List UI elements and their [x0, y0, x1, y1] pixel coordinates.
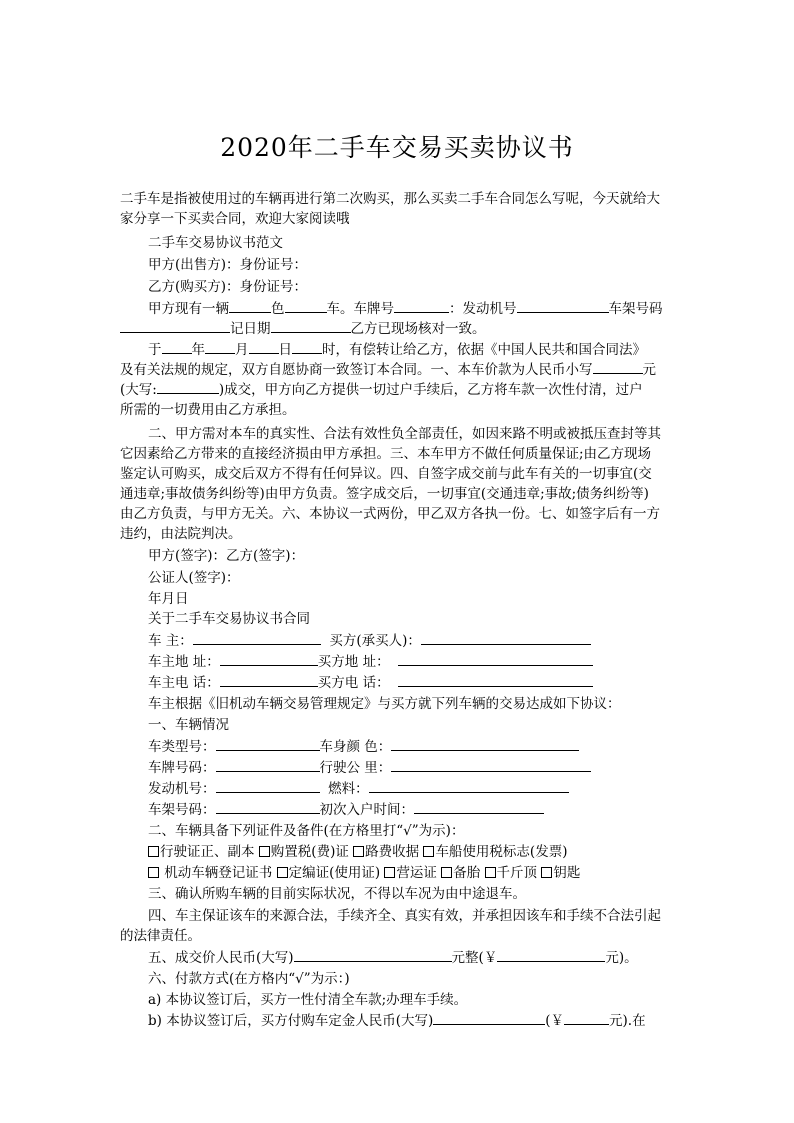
- checkbox[interactable]: [277, 867, 288, 878]
- car-row-1: [148, 738, 708, 757]
- field-label: 车身颜 色：: [319, 739, 392, 755]
- transfer-text: (大写:: [120, 382, 157, 398]
- vehicle-text: 甲方现有一辆: [148, 301, 229, 317]
- blank-field: [216, 738, 320, 751]
- price-text: 元)。: [605, 950, 638, 966]
- section5-line: [148, 949, 708, 968]
- field-label: 车主电 话：: [148, 675, 220, 691]
- field-label: 车主地 址：: [148, 654, 220, 670]
- clause2-line-4: 通违章;事故债务纠纷等)由甲方负责。签字成交后，一切事宜(交通违章;事故;债务纠纷等): [120, 486, 649, 502]
- field-label: 买方地 址：: [317, 654, 390, 670]
- transfer-line-4: 所需的一切费用由乙方承担。: [120, 402, 296, 418]
- section4-line-2: 的法律责任。: [120, 928, 201, 944]
- vehicle-line-1: [148, 300, 708, 319]
- clause2-line-6: 违约，由法院判决。: [120, 526, 242, 542]
- checkbox[interactable]: [441, 867, 452, 878]
- checkbox[interactable]: [423, 846, 434, 857]
- transfer-text: )成交，甲方向乙方提供一切过户手续后，乙方将车款一次性付清，过户: [218, 382, 643, 398]
- signature-line: 甲方(签字)：乙方(签字)：: [148, 548, 305, 564]
- transfer-text: 及有关法规的规定，双方自愿协商一致签订本合同。一、本车价款为人民币小写: [120, 362, 593, 378]
- blank-field: [564, 1012, 609, 1025]
- transfer-text: 年: [191, 342, 205, 358]
- transfer-text: 时，有偿转让给乙方，依据《中国人民共和国合同法》: [322, 342, 646, 358]
- sample-heading: 二手车交易协议书范文: [148, 235, 283, 251]
- vehicle-text: 记日期: [230, 321, 271, 337]
- blank-field: [593, 361, 643, 374]
- vehicle-text: 车架号码: [608, 301, 663, 317]
- blank-field: [271, 320, 351, 333]
- doc-label: 备胎: [453, 865, 481, 881]
- car-row-3: [148, 780, 708, 799]
- field-label: 车 主：: [148, 633, 193, 649]
- doc-label: 机动车辆登记证书: [164, 865, 273, 881]
- checkbox[interactable]: [541, 867, 552, 878]
- vehicle-text: 乙方已现场核对一致。: [350, 321, 486, 337]
- clause2-line-1: 二、甲方需对本车的真实性、合法有效性负全部责任，如因来路不明或被抵压查封等其: [148, 426, 661, 442]
- party-b-line: 乙方(购买方)：身份证号：: [148, 279, 308, 295]
- field-label: 燃料：: [328, 781, 369, 797]
- field-label: 发动机号：: [148, 781, 216, 797]
- doc-label: 行驶证正、副本: [160, 844, 255, 860]
- checkbox[interactable]: [353, 846, 364, 857]
- party-a-line: 甲方(出售方)：身份证号：: [148, 257, 308, 273]
- blank-field: [398, 653, 593, 666]
- vehicle-text: ：发动机号: [449, 301, 517, 317]
- intro-line-2: 家分享一下买卖合同，欢迎大家阅读哦: [120, 211, 350, 227]
- notary-line: 公证人(签字)：: [148, 570, 240, 586]
- field-label: 车牌号码：: [148, 760, 216, 776]
- blank-field: [294, 949, 452, 962]
- owner-row: [148, 632, 708, 651]
- contract-title: 关于二手车交易协议书合同: [148, 611, 310, 627]
- intro-line-1: 二手车是指被使用过的车辆再进行第二次购买，那么买卖二手车合同怎么写呢，今天就给大: [120, 191, 660, 207]
- blank-field: [421, 632, 591, 645]
- doc-label: 钥匙: [553, 865, 581, 881]
- section6-heading: 六、付款方式(在方格内“√”为示：): [148, 971, 350, 987]
- transfer-text: 于: [148, 342, 162, 358]
- blank-field: [497, 949, 605, 962]
- clause2-line-3: 鉴定认可购买，成交后双方不得有任何异议。四、自签字成交前与此车有关的一切事宜(交: [120, 466, 652, 482]
- blank-field: [391, 759, 591, 772]
- transfer-line-3: [120, 381, 680, 400]
- field-label: 行驶公 里：: [319, 760, 392, 776]
- blank-field: [220, 674, 318, 687]
- blank-field: [216, 780, 320, 793]
- blank-field: [414, 801, 544, 814]
- date-line: 年月日: [148, 591, 189, 607]
- blank-field: [162, 341, 192, 354]
- phone-row: [148, 674, 708, 693]
- price-text: 元整(￥: [451, 950, 498, 966]
- clause2-line-2: 它因素给乙方带来的直接经济损由甲方承担。三、本车甲方不做任何质量保证;由乙方现场: [120, 446, 652, 462]
- section1-heading: 一、车辆情况: [148, 717, 229, 733]
- blank-field: [285, 300, 327, 313]
- doc-label: 营运证: [396, 865, 437, 881]
- blank-field: [391, 738, 579, 751]
- blank-field: [394, 300, 449, 313]
- checkbox[interactable]: [148, 846, 159, 857]
- clause2-line-5: 由乙方负责，与甲方无关。六、本协议一式两份，甲乙双方各执一份。七、如签字后有一方: [120, 506, 660, 522]
- vehicle-line-2: [120, 320, 680, 339]
- blank-field: [249, 341, 279, 354]
- field-label: 车架号码：: [148, 802, 216, 818]
- transfer-text: 日: [278, 342, 292, 358]
- blank-field: [220, 653, 318, 666]
- blank-field: [433, 1012, 545, 1025]
- field-label: 买方电 话：: [317, 675, 390, 691]
- checkbox[interactable]: [384, 867, 395, 878]
- option-text: (￥: [545, 1013, 565, 1029]
- doc-label: 定编证(使用证): [288, 865, 381, 881]
- transfer-text: 元: [642, 362, 656, 378]
- doc-label: 路费收据: [365, 844, 420, 860]
- section2-heading: 二、车辆具备下列证件及备件(在方格里打“√”为示)：: [148, 823, 465, 839]
- checkbox[interactable]: [148, 867, 159, 878]
- transfer-line-2: [120, 361, 680, 380]
- price-text: 五、成交价人民币(大写): [148, 950, 294, 966]
- option-text: 元).在: [609, 1013, 646, 1029]
- document-title: 2020年二手车交易买卖协议书: [220, 133, 574, 162]
- checkbox[interactable]: [485, 867, 496, 878]
- transfer-line-1: [148, 341, 708, 360]
- blank-field: [205, 341, 235, 354]
- blank-field: [292, 341, 322, 354]
- blank-field: [229, 300, 271, 313]
- option-text: b) 本协议签订后，买方付购车定金人民币(大写): [148, 1013, 434, 1029]
- section3-line: 三、确认所购车辆的目前实际状况，不得以车况为由中途退车。: [148, 886, 526, 902]
- blank-field: [216, 759, 320, 772]
- docs-row-2: [148, 864, 708, 883]
- docs-row-1: [148, 843, 708, 862]
- blank-field: [216, 801, 320, 814]
- field-label: 初次入户时间：: [319, 802, 414, 818]
- basis-line: 车主根据《旧机动车辆交易管理规定》与买方就下列车辆的交易达成如下协议：: [148, 696, 621, 712]
- field-label: 车类型号：: [148, 739, 216, 755]
- option-b-line: [148, 1012, 708, 1031]
- address-row: [148, 653, 708, 672]
- blank-field: [517, 300, 609, 313]
- checkbox[interactable]: [259, 846, 270, 857]
- blank-field: [157, 381, 219, 394]
- field-label: 买方(承买人)：: [329, 633, 421, 649]
- vehicle-text: 色: [271, 301, 285, 317]
- blank-field: [369, 780, 569, 793]
- blank-field: [398, 674, 593, 687]
- doc-label: 购置税(费)证: [270, 844, 349, 860]
- blank-field: [120, 320, 230, 333]
- section4-line-1: 四、车主保证该车的来源合法，手续齐全、真实有效，并承担因该车和手续不合法引起: [148, 908, 661, 924]
- vehicle-text: 车。车牌号: [326, 301, 394, 317]
- option-a-line: a) 本协议签订后，买方一性付清全车款;办理车手续。: [148, 992, 468, 1008]
- car-row-4: [148, 801, 708, 820]
- car-row-2: [148, 759, 708, 778]
- transfer-text: 月: [235, 342, 249, 358]
- doc-label: 千斤顶: [496, 865, 538, 881]
- blank-field: [193, 632, 321, 645]
- doc-label: 车船使用税标志(发票): [435, 844, 568, 860]
